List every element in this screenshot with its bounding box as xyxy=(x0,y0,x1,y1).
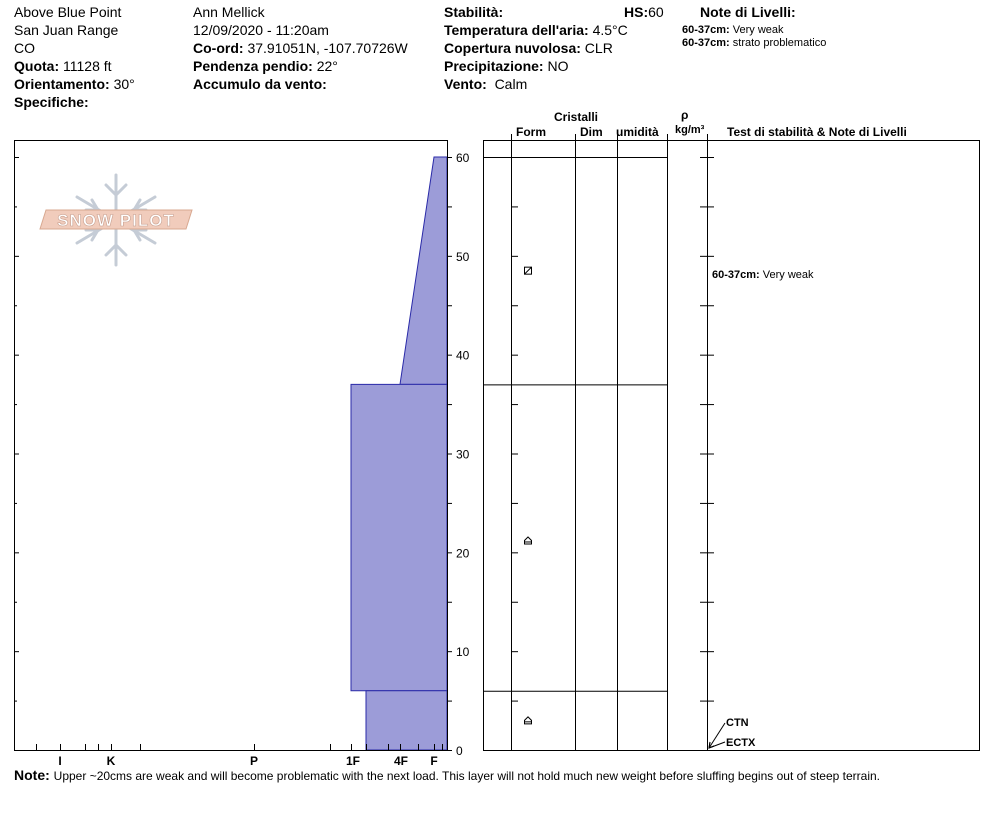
layer-note-range: 60-37cm: xyxy=(712,269,760,281)
slope-label: Pendenza pendio: xyxy=(193,58,313,74)
depth-label-10: 10 xyxy=(456,645,470,660)
moisture-header: umidità xyxy=(616,125,659,139)
layer-notes-title: Note di Livelli: xyxy=(700,4,796,20)
wind-label: Vento: xyxy=(444,76,487,92)
crystals-header: Cristalli xyxy=(554,110,599,124)
layer-note-text: Very weak xyxy=(762,269,814,281)
layer-note-row xyxy=(712,269,814,282)
depth-label-20: 20 xyxy=(456,546,470,561)
specifics-label: Specifiche: xyxy=(14,94,89,110)
hardness-layer-3 xyxy=(366,691,447,750)
hardness-layer-2 xyxy=(351,384,447,690)
depth-label-60: 60 xyxy=(456,151,470,165)
layer-table-frame xyxy=(484,141,980,751)
aspect-label: Orientamento: xyxy=(14,76,110,92)
grain-symbol-1 xyxy=(525,267,532,274)
observer-name: Ann Mellick xyxy=(193,4,265,20)
footer-note-text: Upper ~20cms are weak and will become problematic with the next load. This layer will not hold much new weight before sluffing begins out of steep terrain. xyxy=(53,769,881,783)
cloud-value: CLR xyxy=(584,40,613,56)
density-unit-header: kg/m³ xyxy=(675,124,705,136)
stability-label: Stabilità: xyxy=(444,4,504,20)
grain-symbol-3 xyxy=(525,717,532,724)
depth-label-30: 30 xyxy=(456,447,470,462)
hardness-label-i: I xyxy=(58,754,62,768)
form-header: Form xyxy=(516,125,546,139)
layer-table-grid xyxy=(483,134,714,751)
precip-value: NO xyxy=(547,58,569,74)
coords-value: 37.91051N, -107.70726W xyxy=(247,40,408,56)
layer-note-1-range: 60-37cm: xyxy=(682,24,730,36)
layer-note-2-text: strato problematico xyxy=(732,37,827,49)
depth-label-0: 0 xyxy=(456,744,463,758)
wind-loading-label: Accumulo da vento: xyxy=(193,76,327,92)
grain-form-symbols xyxy=(525,267,532,724)
elevation-label: Quota: xyxy=(14,58,60,74)
depth-label-40: 40 xyxy=(456,348,470,363)
air-temp-label: Temperatura dell'aria: xyxy=(444,22,589,38)
hardness-label-k: K xyxy=(106,754,116,768)
hardness-layer-1 xyxy=(400,157,447,384)
footer-note-label: Note: xyxy=(14,767,50,783)
slope-value: 22° xyxy=(316,58,338,74)
test-arrow-1 xyxy=(709,723,725,748)
snowpilot-logo xyxy=(40,175,192,265)
air-temp-value: 4.5°C xyxy=(592,22,628,38)
cloud-label: Copertura nuvolosa: xyxy=(444,40,581,56)
hs-label: HS: xyxy=(624,4,649,20)
mountain-range: San Juan Range xyxy=(14,22,119,38)
test-ctn-label: CTN xyxy=(726,717,749,729)
hardness-label-f: F xyxy=(430,754,438,768)
observation-datetime: 12/09/2020 - 11:20am xyxy=(193,22,329,38)
grain-symbol-2 xyxy=(525,537,532,544)
logo-text: SNOW PILOT xyxy=(57,211,175,230)
stability-notes xyxy=(709,723,725,748)
hardness-label-4f: 4F xyxy=(393,754,409,768)
rho-header: ρ xyxy=(681,108,689,122)
elevation-value: 11128 ft xyxy=(63,58,112,74)
layer-note-2-range: 60-37cm: xyxy=(682,37,730,49)
depth-axis-labels xyxy=(456,151,470,758)
hs-value: 60 xyxy=(648,4,664,20)
coords-label: Co-ord: xyxy=(193,40,244,56)
hardness-label-1f: 1F xyxy=(345,754,361,768)
test-ectx-label: ECTX xyxy=(726,737,756,749)
hardness-layers xyxy=(351,157,447,750)
layer-note-1-text: Very weak xyxy=(732,24,784,36)
precip-label: Precipitazione: xyxy=(444,58,544,74)
location-name: Above Blue Point xyxy=(14,4,122,20)
footer-note xyxy=(14,766,880,784)
hardness-label-p: P xyxy=(249,754,259,768)
depth-label-50: 50 xyxy=(456,249,470,264)
dim-header: Dim xyxy=(580,125,603,139)
stability-notes-header: Test di stabilità & Note di Livelli xyxy=(727,125,907,139)
wind-value: Calm xyxy=(494,76,528,92)
aspect-value: 30° xyxy=(113,76,135,92)
state: CO xyxy=(14,40,35,56)
